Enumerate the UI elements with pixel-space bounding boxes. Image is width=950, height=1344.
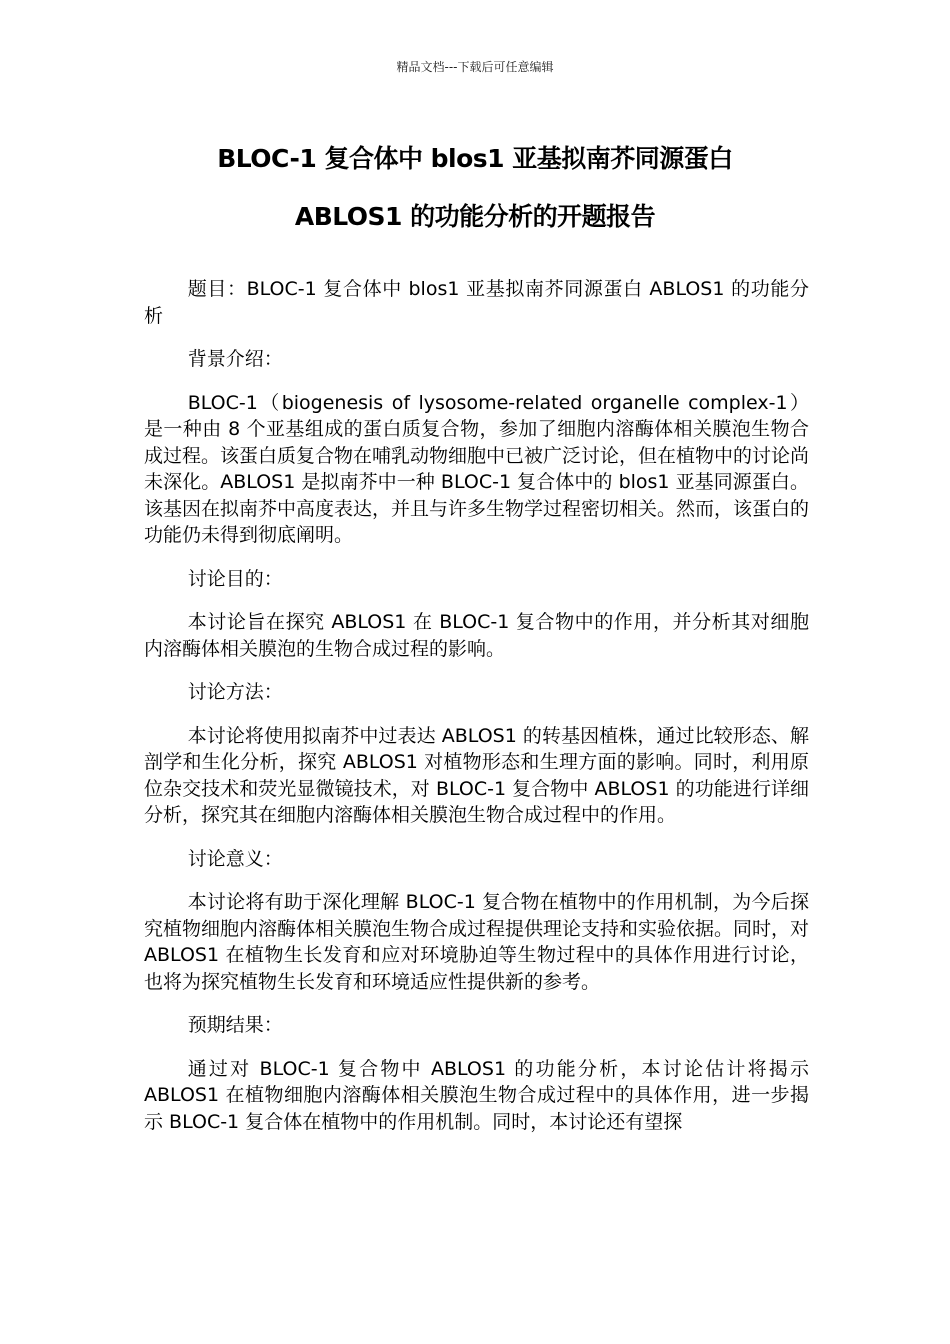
paragraph-significance: 本讨论将有助于深化理解 BLOC-1 复合物在植物中的作用机制，为今后探究植物细胞内溶酶体相关膜泡生物合成过程提供理论支持和实验依据。同时，对 ABLOS1 在植物生长发育和应对环境胁迫等生物过程中的具体作用进行讨论，也将为探究植物生长发育和环境适应性提供新的参考。 — [144, 891, 810, 993]
heading-purpose: 讨论目的： — [187, 567, 283, 590]
page-header-note: 精品文档---下载后可任意编辑 — [396, 60, 554, 74]
paragraph-background: BLOC-1（biogenesis of lysosome-related organelle complex-1）是一种由 8 个亚基组成的蛋白质复合物，参加了细胞内溶酶体相关膜泡生物合成过程。该蛋白质复合物在哺乳动物细胞中已被广泛讨论，但在植物中的讨论尚未深化。ABLOS1 是拟南芥中一种 BLOC-1 复合体中的 blos1 亚基同源蛋白。该基因在拟南芥中高度表达，并且与许多生物学过程密切相关。然而，该蛋白的功能仍未得到彻底阐明。 — [144, 391, 810, 546]
document-title-line-2: ABLOS1 的功能分析的开题报告 — [294, 202, 656, 231]
paragraph-expected-results: 通过对 BLOC-1 复合物中 ABLOS1 的功能分析，本讨论估计将揭示 ABLOS1 在植物细胞内溶酶体相关膜泡生物合成过程中的具体作用，进一步揭示 BLOC-1 复合体在植物中的作用机制。同时，本讨论还有望探 — [144, 1057, 809, 1133]
heading-expected-results: 预期结果： — [187, 1014, 283, 1036]
document-title-line-1: BLOC-1 复合体中 blos1 亚基拟南芥同源蛋白 — [217, 144, 733, 173]
heading-methods: 讨论方法： — [187, 681, 283, 703]
heading-significance: 讨论意义： — [187, 847, 283, 870]
document-body — [144, 276, 809, 1152]
paragraph-topic: 题目：BLOC-1 复合体中 blos1 亚基拟南芥同源蛋白 ABLOS1 的功能分析 — [144, 278, 809, 327]
paragraph-methods: 本讨论将使用拟南芥中过表达 ABLOS1 的转基因植株，通过比较形态、解剖学和生化分析，探究 ABLOS1 对植物形态和生理方面的影响。同时，利用原位杂交技术和荧光显微镜技术，对 BLOC-1 复合物中 ABLOS1 的功能进行详细分析，探究其在细胞内溶酶体相关膜泡生物合成过程中的作用。 — [144, 724, 809, 826]
heading-background: 背景介绍： — [187, 348, 283, 370]
paragraph-purpose: 本讨论旨在探究 ABLOS1 在 BLOC-1 复合物中的作用，并分析其对细胞内溶酶体相关膜泡的生物合成过程的影响。 — [144, 611, 809, 660]
